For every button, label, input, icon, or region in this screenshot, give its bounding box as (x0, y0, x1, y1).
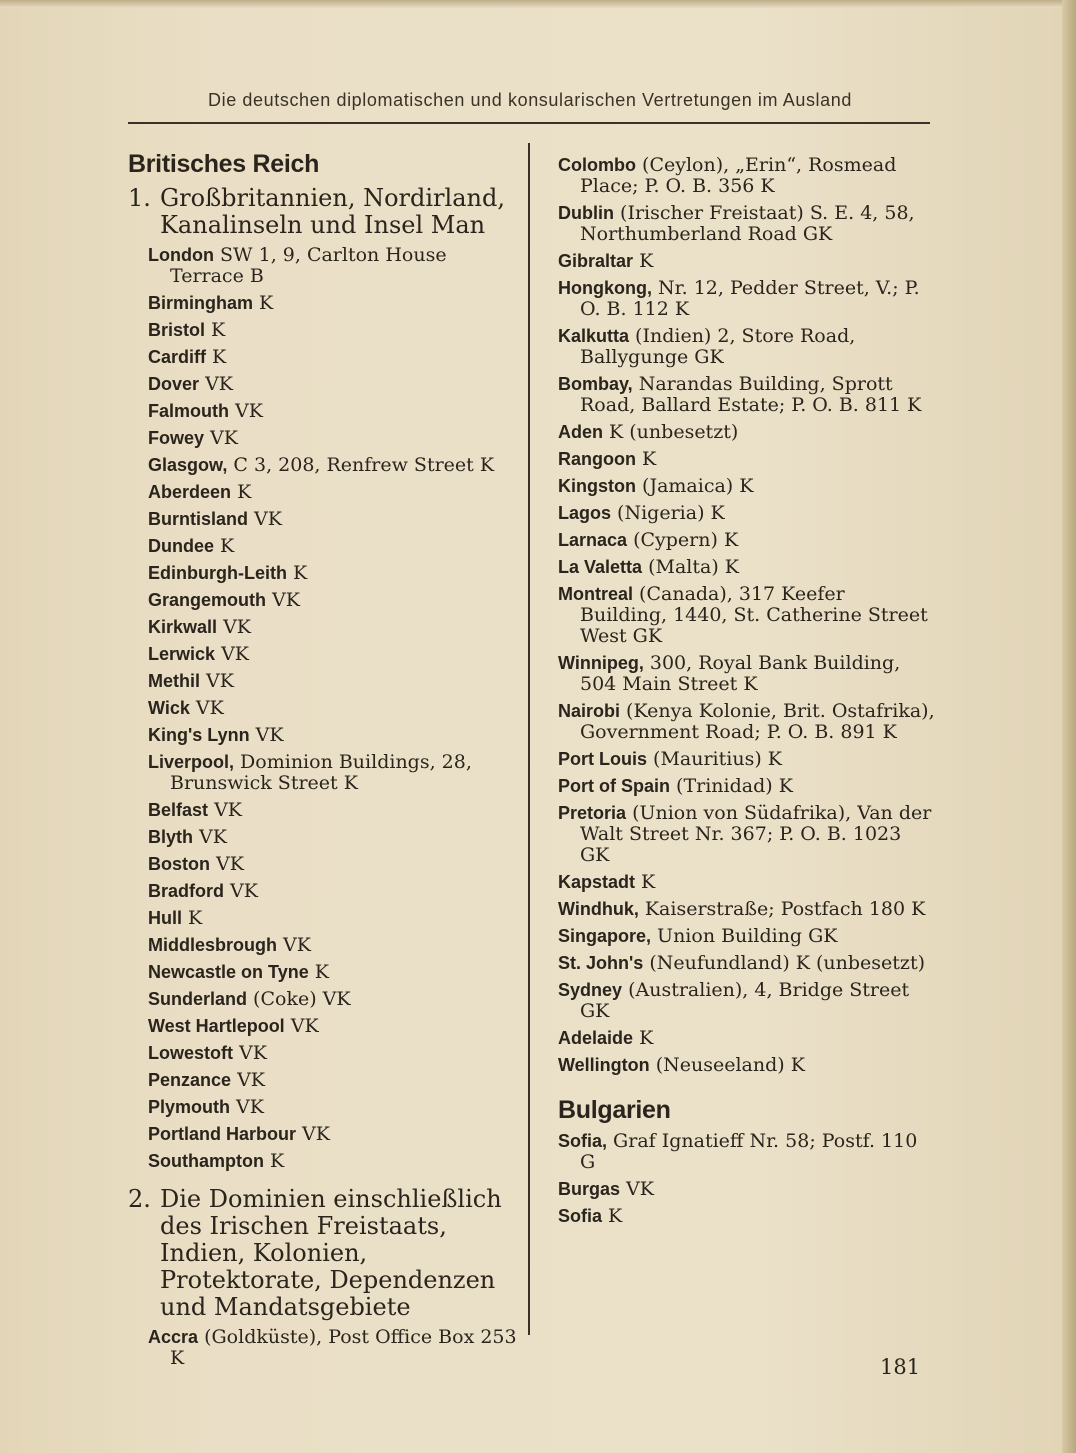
entry-details: K (231, 481, 252, 503)
entry-city: Cardiff (148, 347, 206, 367)
entry-city: Dundee (148, 536, 215, 556)
list-item (148, 401, 520, 422)
entry-details: SW 1, 9, Carlton House Terrace B (170, 244, 447, 287)
entry-details: Kaiserstraße; Postfach 180 K (638, 898, 926, 920)
list-item (558, 701, 936, 743)
entry-details: K (286, 562, 308, 584)
entry-details: K (636, 448, 657, 470)
entry-city: Penzance (148, 1070, 232, 1090)
entry-details: VK (215, 643, 250, 665)
entry-city: Bristol (148, 320, 206, 340)
section-title-britisches-reich: Britisches Reich (128, 150, 320, 178)
list-item (148, 617, 520, 638)
entry-city: Middlesbrough (148, 935, 277, 955)
entry-city: London (148, 245, 214, 265)
entry-city: Southampton (148, 1151, 264, 1171)
list-item (148, 1016, 520, 1037)
list-item (148, 1043, 520, 1064)
entry-details: 300, Royal Bank Building, 504 Main Street K (580, 652, 901, 695)
subheading-text: Großbritannien, Nordirland, Kanalinseln und Insel Man (160, 184, 505, 239)
entry-city: Bombay, (558, 374, 633, 394)
list-item (558, 653, 936, 695)
list-item (148, 881, 520, 902)
running-head: Die deutschen diplomatischen und konsularischen Vertretungen im Ausland (208, 90, 852, 110)
entry-city: Bradford (148, 881, 224, 901)
list-item (558, 953, 936, 974)
list-item (148, 1124, 520, 1145)
list-item (148, 347, 520, 368)
left-column (128, 150, 520, 1375)
entry-city: Newcastle on Tyne (148, 962, 309, 982)
list-item (558, 926, 936, 947)
entry-city: Port of Spain (558, 776, 670, 796)
entry-city: Sunderland (148, 989, 248, 1009)
entry-city: Gibraltar (558, 251, 634, 271)
entry-details: Graf Ignatieff Nr. 58; Postf. 110 G (580, 1130, 918, 1173)
entry-details: (Union von Südafrika), Van der Walt Street Nr. 367; P. O. B. 1023 GK (580, 802, 932, 866)
entry-city: La Valetta (558, 557, 643, 577)
entry-details: VK (189, 697, 224, 719)
list-item (148, 698, 520, 719)
entry-details: (Malta) K (642, 556, 739, 578)
entry-city: West Hartlepool (148, 1016, 285, 1036)
entry-city: Rangoon (558, 449, 636, 469)
entry-details: VK (193, 826, 227, 848)
entry-details: (Neufundland) K (unbesetzt) (643, 952, 925, 974)
entry-city: Plymouth (148, 1097, 231, 1117)
subheading-number: 1. (128, 184, 151, 212)
entry-city: Lagos (558, 503, 612, 523)
list-item (148, 935, 520, 956)
entry-city: Aberdeen (148, 482, 232, 502)
entry-details: VK (284, 1015, 319, 1037)
entry-details: K (635, 871, 656, 893)
list-item (148, 854, 520, 875)
entry-city: Wick (148, 698, 190, 718)
entry-city: Belfast (148, 800, 209, 820)
entry-city: Dover (148, 374, 200, 394)
entry-details: Nr. 12, Pedder Street, V.; P. O. B. 112 K (580, 277, 920, 320)
list-item (148, 374, 520, 395)
list-item (558, 584, 936, 647)
entry-city: Sofia, (558, 1131, 608, 1151)
entry-details: VK (233, 1042, 267, 1064)
entry-details: K (263, 1150, 285, 1172)
entry-city: Sofia (558, 1206, 603, 1226)
list-item (148, 509, 520, 530)
entry-details: VK (296, 1123, 330, 1145)
entry-list-dominions (128, 1327, 520, 1369)
list-item (148, 1327, 520, 1369)
entry-city: Aden (558, 422, 603, 442)
list-item (148, 455, 520, 476)
list-item (558, 1179, 936, 1200)
list-item (148, 725, 520, 746)
column-divider (528, 143, 530, 1335)
entry-details: (Mauritius) K (647, 748, 782, 770)
entry-details: C 3, 208, Renfrew Street K (227, 454, 495, 476)
entry-city: Kapstadt (558, 872, 636, 892)
entry-details: VK (210, 853, 244, 875)
entry-details: VK (620, 1178, 654, 1200)
entry-city: Edinburgh-Leith (148, 563, 287, 583)
list-item (558, 557, 936, 578)
list-item (148, 752, 520, 794)
entry-city: Burntisland (148, 509, 249, 529)
entry-city: Methil (148, 671, 200, 691)
entry-details: (Nigeria) K (611, 502, 725, 524)
entry-city: Colombo (558, 155, 636, 175)
entry-city: Hull (148, 908, 182, 928)
right-column (558, 155, 936, 1233)
list-item (148, 482, 520, 503)
list-item (558, 776, 936, 797)
entry-city: Birmingham (148, 293, 254, 313)
list-item (558, 530, 936, 551)
subheading-2 (128, 1186, 520, 1321)
entry-city: Fowey (148, 428, 205, 448)
entry-city: Winnipeg, (558, 653, 644, 673)
list-item (148, 293, 520, 314)
entry-details: K (602, 1205, 623, 1227)
entry-city: St. John's (558, 953, 644, 973)
header-rule (128, 122, 930, 124)
entry-details: (Cypern) K (627, 529, 739, 551)
entry-city: Port Louis (558, 749, 647, 769)
list-item (558, 872, 936, 893)
list-item (558, 326, 936, 368)
entry-details: VK (208, 799, 242, 821)
list-item (558, 449, 936, 470)
entry-details: VK (248, 508, 282, 530)
list-item (558, 503, 936, 524)
page-number: 181 (880, 1355, 921, 1379)
entry-details: VK (200, 670, 234, 692)
entry-details: K (unbesetzt) (603, 421, 739, 443)
entry-city: Hongkong, (558, 278, 652, 298)
list-item (148, 320, 520, 341)
entry-list-uk (128, 245, 520, 1172)
entry-city: Dublin (558, 203, 614, 223)
entry-details: VK (277, 934, 311, 956)
list-item (148, 590, 520, 611)
list-item (148, 671, 520, 692)
entry-details: VK (231, 1069, 266, 1091)
list-item (148, 428, 520, 449)
subheading-text: Die Dominien einschließlich des Irischen Freistaats, Indien, Kolonien, Protektorate, Dependenzen und Mandatsgebiete (160, 1185, 502, 1321)
list-item (148, 245, 520, 287)
list-item (558, 749, 936, 770)
list-item (148, 563, 520, 584)
list-item (148, 827, 520, 848)
list-item (558, 1028, 936, 1049)
entry-list-bulgaria (558, 1131, 936, 1227)
entry-details: VK (217, 616, 251, 638)
entry-details: K (214, 535, 235, 557)
entry-details: VK (199, 373, 233, 395)
entry-details: Union Building GK (651, 925, 838, 947)
entry-details: (Canada), 317 Keefer Building, 1440, St. Catherine Street West GK (580, 583, 928, 647)
list-item (148, 989, 520, 1010)
entry-details: (Jamaica) K (636, 475, 754, 497)
entry-city: Wellington (558, 1055, 650, 1075)
list-item (148, 536, 520, 557)
list-item (148, 1151, 520, 1172)
entry-city: Lowestoft (148, 1043, 233, 1063)
entry-details: (Australien), 4, Bridge Street GK (580, 979, 910, 1022)
entry-details: K (308, 961, 329, 983)
entry-city: Accra (148, 1327, 199, 1347)
subheading-number: 2. (128, 1185, 151, 1213)
entry-city: Pretoria (558, 803, 627, 823)
list-item (558, 203, 936, 245)
list-item (558, 251, 936, 272)
entry-city: Lerwick (148, 644, 216, 664)
entry-details: VK (249, 724, 284, 746)
entry-details: (Indien) 2, Store Road, Ballygunge GK (580, 325, 856, 368)
entry-details: VK (230, 1096, 264, 1118)
entry-city: Burgas (558, 1179, 621, 1199)
list-item (558, 155, 936, 197)
entry-details: (Ceylon), „Erin“, Rosmead Place; P. O. B. 356 K (580, 154, 897, 197)
entry-city: Kingston (558, 476, 636, 496)
list-item (558, 374, 936, 416)
entry-city: Kalkutta (558, 326, 630, 346)
entry-details: Dominion Buildings, 28, Brunswick Street K (170, 751, 472, 794)
page-edge-right (1062, 0, 1076, 1453)
entry-details: (Neuseeland) K (649, 1054, 805, 1076)
entry-details: K (633, 1027, 654, 1049)
list-item (558, 803, 936, 866)
entry-city: Boston (148, 854, 210, 874)
entry-details: VK (229, 400, 263, 422)
list-item (558, 278, 936, 320)
entry-city: Grangemouth (148, 590, 267, 610)
entry-details: Narandas Building, Sprott Road, Ballard Estate; P. O. B. 811 K (580, 373, 922, 416)
page-edge-top (0, 0, 1076, 8)
list-item (148, 1097, 520, 1118)
entry-city: Windhuk, (558, 899, 639, 919)
entry-details: VK (204, 427, 238, 449)
entry-details: K (205, 319, 226, 341)
list-item (148, 908, 520, 929)
entry-details: K (633, 250, 654, 272)
list-item (558, 476, 936, 497)
entry-details: K (206, 346, 227, 368)
entry-list-dominions-cont (558, 155, 936, 1076)
entry-city: Blyth (148, 827, 193, 847)
entry-details: K (253, 292, 274, 314)
entry-city: Montreal (558, 584, 634, 604)
entry-details: (Trinidad) K (670, 775, 793, 797)
list-item (558, 899, 936, 920)
entry-details: (Kenya Kolonie, Brit. Ostafrika), Government Road; P. O. B. 891 K (580, 700, 935, 743)
entry-details: VK (266, 589, 300, 611)
list-item (558, 1131, 936, 1173)
entry-details: (Goldküste), Post Office Box 253 K (170, 1326, 517, 1369)
entry-city: Nairobi (558, 701, 621, 721)
list-item (148, 800, 520, 821)
entry-city: King's Lynn (148, 725, 250, 745)
entry-city: Glasgow, (148, 455, 228, 475)
entry-city: Larnaca (558, 530, 628, 550)
list-item (558, 1206, 936, 1227)
entry-details: VK (224, 880, 258, 902)
list-item (148, 644, 520, 665)
entry-city: Singapore, (558, 926, 652, 946)
list-item (558, 1055, 936, 1076)
entry-city: Falmouth (148, 401, 229, 421)
list-item (558, 422, 936, 443)
subheading-1 (128, 185, 520, 239)
entry-city: Portland Harbour (148, 1124, 297, 1144)
list-item (558, 980, 936, 1022)
entry-details: K (182, 907, 203, 929)
entry-city: Kirkwall (148, 617, 218, 637)
entry-details: (Irischer Freistaat) S. E. 4, 58, Northumberland Road GK (580, 202, 915, 245)
list-item (148, 1070, 520, 1091)
entry-city: Liverpool, (148, 752, 235, 772)
entry-city: Sydney (558, 980, 623, 1000)
entry-city: Adelaide (558, 1028, 634, 1048)
entry-details: (Coke) VK (247, 988, 351, 1010)
section-title-bulgarien: Bulgarien (558, 1096, 671, 1124)
list-item (148, 962, 520, 983)
